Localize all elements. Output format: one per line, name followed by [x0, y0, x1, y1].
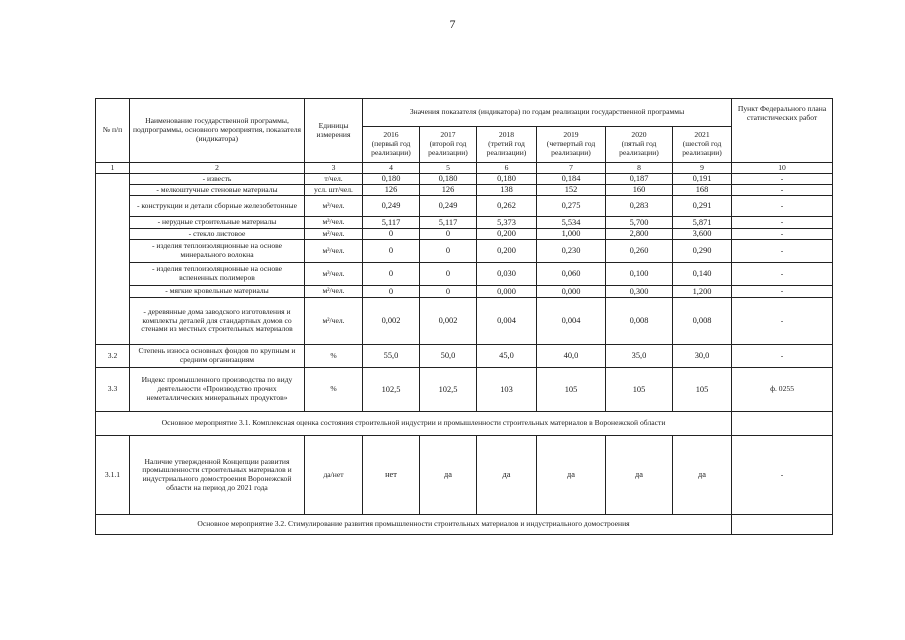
unit: м²/чел.: [305, 298, 363, 345]
year-value: 2019: [563, 130, 579, 140]
plan-item: -: [732, 286, 833, 298]
value-2021: 3,600: [673, 229, 732, 240]
unit: %: [305, 368, 363, 412]
header-name: Наименование государственной программы, подпрограммы, основного мероприятия, показателя (индикатора): [130, 99, 305, 163]
year-value: 2021: [694, 130, 710, 140]
plan-item: ф. 0255: [732, 368, 833, 412]
indicator-table: [95, 98, 833, 535]
indicator-name: Степень износа основных фондов по крупным и средним организациям: [130, 345, 305, 368]
value-2019: 0,000: [537, 286, 606, 298]
value-2017: 126: [420, 185, 477, 196]
plan-item: -: [732, 229, 833, 240]
value-2020: 0,283: [606, 196, 673, 217]
value-2018: да: [477, 436, 537, 515]
plan-item: -: [732, 196, 833, 217]
value-2020: 105: [606, 368, 673, 412]
indicator-name: - мягкие кровельные материалы: [130, 286, 305, 298]
unit: усл. шт/чел.: [305, 185, 363, 196]
value-2016: 0,002: [363, 298, 420, 345]
value-2018: 0,200: [477, 240, 537, 263]
year-value: 2020: [631, 130, 647, 140]
value-2016: 0,180: [363, 174, 420, 185]
section-plan-empty: [732, 515, 833, 535]
value-2018: 0,004: [477, 298, 537, 345]
year-label: (пятый год реализации): [619, 139, 659, 157]
unit: т/чел.: [305, 174, 363, 185]
value-2020: да: [606, 436, 673, 515]
column-number: 9: [673, 163, 732, 174]
value-2017: 0: [420, 240, 477, 263]
value-2020: 160: [606, 185, 673, 196]
table-row: [96, 263, 833, 286]
year-value: 2018: [498, 130, 515, 140]
value-2016: 0: [363, 286, 420, 298]
table-row: [96, 217, 833, 229]
column-number: 6: [477, 163, 537, 174]
value-2019: 1,000: [537, 229, 606, 240]
unit: м³/чел.: [305, 263, 363, 286]
table-row: [96, 240, 833, 263]
indicator-name: - нерудные строительные материалы: [130, 217, 305, 229]
plan-item: -: [732, 298, 833, 345]
section-plan-empty: [732, 412, 833, 436]
value-2019: 0,060: [537, 263, 606, 286]
table-row: [96, 229, 833, 240]
value-2016: 0: [363, 229, 420, 240]
plan-item: -: [732, 185, 833, 196]
column-number: 8: [606, 163, 673, 174]
unit: м³/чел.: [305, 240, 363, 263]
value-2021: 168: [673, 185, 732, 196]
row-number: 3.3: [96, 368, 130, 412]
value-2018: 0,200: [477, 229, 537, 240]
value-2020: 2,800: [606, 229, 673, 240]
column-number: 3: [305, 163, 363, 174]
unit: %: [305, 345, 363, 368]
table-row: [96, 368, 833, 412]
value-2020: 35,0: [606, 345, 673, 368]
column-number: 5: [420, 163, 477, 174]
value-2016: 55,0: [363, 345, 420, 368]
plan-item: -: [732, 436, 833, 515]
value-2020: 0,260: [606, 240, 673, 263]
value-2021: 105: [673, 368, 732, 412]
value-2016: 0: [363, 263, 420, 286]
value-2018: 5,373: [477, 217, 537, 229]
unit: м³/чел.: [305, 196, 363, 217]
year-header-2020: [606, 127, 673, 163]
column-number: 10: [732, 163, 833, 174]
value-2016: 0,249: [363, 196, 420, 217]
year-label: (второй год реализации): [428, 139, 468, 157]
value-2017: 5,117: [420, 217, 477, 229]
value-2021: 0,291: [673, 196, 732, 217]
value-2016: 102,5: [363, 368, 420, 412]
table-row: [96, 286, 833, 298]
page-number: 7: [449, 17, 456, 31]
value-2020: 0,300: [606, 286, 673, 298]
value-2018: 103: [477, 368, 537, 412]
column-number: 1: [96, 163, 130, 174]
value-2018: 0,000: [477, 286, 537, 298]
section-row: [96, 412, 833, 436]
value-2017: 102,5: [420, 368, 477, 412]
value-2019: 5,534: [537, 217, 606, 229]
value-2021: 1,200: [673, 286, 732, 298]
value-2021: 5,871: [673, 217, 732, 229]
value-2017: 0,180: [420, 174, 477, 185]
value-2017: 0: [420, 286, 477, 298]
unit: м²/чел.: [305, 229, 363, 240]
year-header-2016: [363, 127, 420, 163]
value-2016: 0: [363, 240, 420, 263]
plan-item: -: [732, 174, 833, 185]
year-label: (третий год реализации): [486, 139, 527, 157]
value-2019: 152: [537, 185, 606, 196]
row-number: 3.2: [96, 345, 130, 368]
value-2021: да: [673, 436, 732, 515]
indicator-name: - деревянные дома заводского изготовления и комплекты деталей для стандартных домов со стенами из местных строительных материалов: [130, 298, 305, 345]
value-2020: 0,187: [606, 174, 673, 185]
indicator-name: - конструкции и детали сборные железобетонные: [130, 196, 305, 217]
value-2018: 45,0: [477, 345, 537, 368]
value-2020: 5,700: [606, 217, 673, 229]
plan-item: -: [732, 263, 833, 286]
table-row: [96, 174, 833, 185]
value-2018: 138: [477, 185, 537, 196]
header-colnum-row: [96, 163, 833, 174]
header-row-1: [96, 99, 833, 127]
value-2017: да: [420, 436, 477, 515]
column-number: 2: [130, 163, 305, 174]
section-title-2: Основное мероприятие 3.2. Стимулирование развития промышленности строительных материалов и индустриального домостроения: [96, 515, 732, 535]
value-2018: 0,180: [477, 174, 537, 185]
unit: да/нет: [305, 436, 363, 515]
value-2017: 50,0: [420, 345, 477, 368]
indicator-name: - известь: [130, 174, 305, 185]
column-number: 4: [363, 163, 420, 174]
value-2019: 0,275: [537, 196, 606, 217]
value-2017: 0: [420, 229, 477, 240]
year-header-2017: [420, 127, 477, 163]
year-header-2019: [537, 127, 606, 163]
plan-item: -: [732, 240, 833, 263]
value-2021: 0,290: [673, 240, 732, 263]
table-row: [96, 185, 833, 196]
value-2017: 0,249: [420, 196, 477, 217]
indicator-name: - стекло листовое: [130, 229, 305, 240]
row-number: 3.1.1: [96, 436, 130, 515]
year-label: (первый год реализации): [371, 139, 411, 157]
table-row: [96, 345, 833, 368]
indicator-name: Наличие утвержденной Концепции развития промышленности строительных материалов и индустриального домостроения Воронежской области на период до 2021 года: [130, 436, 305, 515]
column-number: 7: [537, 163, 606, 174]
value-2016: 5,117: [363, 217, 420, 229]
value-2020: 0,100: [606, 263, 673, 286]
table-row: [96, 298, 833, 345]
year-header-2021: [673, 127, 732, 163]
value-2016: 126: [363, 185, 420, 196]
value-2016: нет: [363, 436, 420, 515]
plan-item: -: [732, 217, 833, 229]
value-2021: 0,008: [673, 298, 732, 345]
value-2021: 0,140: [673, 263, 732, 286]
value-2018: 0,030: [477, 263, 537, 286]
year-value: 2017: [440, 130, 456, 140]
year-label: (четвертый год реализации): [546, 139, 596, 157]
table-row: [96, 196, 833, 217]
value-2019: 0,184: [537, 174, 606, 185]
value-2019: 0,230: [537, 240, 606, 263]
section-title-1: Основное мероприятие 3.1. Комплексная оценка состояния строительной индустрии и промышленности строительных материалов в Воронежской области: [96, 412, 732, 436]
header-values: Значения показателя (индикатора) по годам реализации государственной программы: [363, 99, 732, 127]
year-header-2018: [477, 127, 537, 163]
plan-item: -: [732, 345, 833, 368]
value-2018: 0,262: [477, 196, 537, 217]
value-2019: 105: [537, 368, 606, 412]
header-plan: Пункт Федерального плана статистических работ: [732, 99, 833, 163]
header-num: № п/п: [96, 99, 130, 163]
indicator-name: Индекс промышленного производства по виду деятельности «Производство прочих неметаллических минеральных продуктов»: [130, 368, 305, 412]
indicator-name: - мелкоштучные стеновые материалы: [130, 185, 305, 196]
section-row: [96, 515, 833, 535]
value-2021: 0,191: [673, 174, 732, 185]
value-2019: 0,004: [537, 298, 606, 345]
header-unit: Единицы измерения: [305, 99, 363, 163]
indicator-name: - изделия теплоизоляционные на основе вспененных полимеров: [130, 263, 305, 286]
value-2021: 30,0: [673, 345, 732, 368]
value-2020: 0,008: [606, 298, 673, 345]
value-2017: 0: [420, 263, 477, 286]
indicator-name: - изделия теплоизоляционные на основе минерального волокна: [130, 240, 305, 263]
year-value: 2016: [383, 130, 399, 140]
table-row: [96, 436, 833, 515]
value-2017: 0,002: [420, 298, 477, 345]
value-2019: 40,0: [537, 345, 606, 368]
year-label: (шестой год реализации): [682, 139, 722, 157]
value-2019: да: [537, 436, 606, 515]
unit: м³/чел.: [305, 217, 363, 229]
unit: м²/чел.: [305, 286, 363, 298]
row-number: [96, 174, 130, 345]
